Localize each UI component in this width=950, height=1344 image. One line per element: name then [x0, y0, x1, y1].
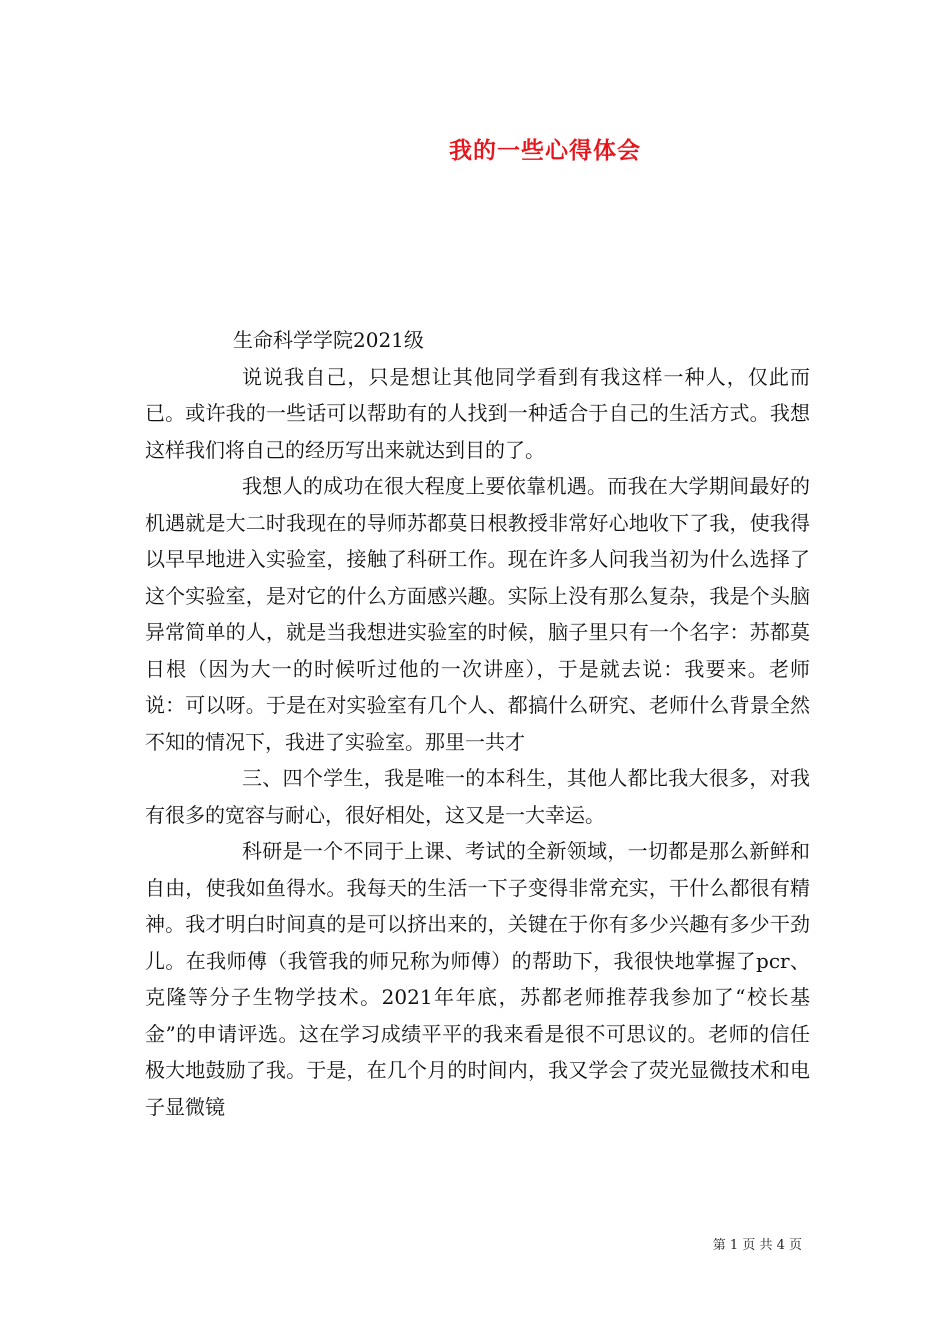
- paragraph-2: 我想人的成功在很大程度上要依靠机遇。而我在大学期间最好的机遇就是大二时我现在的导师苏都莫日根教授非常好心地收下了我，使我得以早早地进入实验室，接触了科研工作。现在许多人问我当初为什么选择了这个实验室，是对它的什么方面感兴趣。实际上没有那么复杂，我是个头脑异常简单的人，就是当我想进实验室的时候，脑子里只有一个名字：苏都莫日根（因为大一的时候听过他的一次讲座），于是就去说：我要来。老师说：可以呀。于是在对实验室有几个人、都搞什么研究、老师什么背景全然不知的情况下，我进了实验室。那里一共才: [145, 474, 810, 754]
- document-title: 我的一些心得体会: [449, 137, 641, 164]
- page-number: 第 1 页 共 4 页: [712, 1238, 802, 1253]
- document-body: [145, 322, 810, 1125]
- paragraph-1: 说说我自己，只是想让其他同学看到有我这样一种人，仅此而已。或许我的一些话可以帮助有的人找到一种适合于自己的生活方式。我想这样我们将自己的经历写出来就达到目的了。: [145, 364, 810, 462]
- paragraph-4: 科研是一个不同于上课、考试的全新领域，一切都是那么新鲜和自由，使我如鱼得水。我每天的生活一下子变得非常充实，干什么都很有精神。我才明白时间真的是可以挤出来的，关键在于你有多少兴趣有多少干劲儿。在我师傅（我管我的师兄称为师傅）的帮助下，我很快地掌握了pcr、克隆等分子生物学技术。2021年年底，苏都老师推荐我参加了“校长基金”的申请评选。这在学习成绩平平的我来看是很不可思议的。老师的信任极大地鼓励了我。于是，在几个月的时间内，我又学会了荧光显微技术和电子显微镜: [145, 839, 810, 1119]
- author-line: 生命科学学院2021级: [233, 328, 424, 352]
- paragraph-3: 三、四个学生，我是唯一的本科生，其他人都比我大很多，对我有很多的宽容与耐心，很好相处，这又是一大幸运。: [145, 766, 810, 827]
